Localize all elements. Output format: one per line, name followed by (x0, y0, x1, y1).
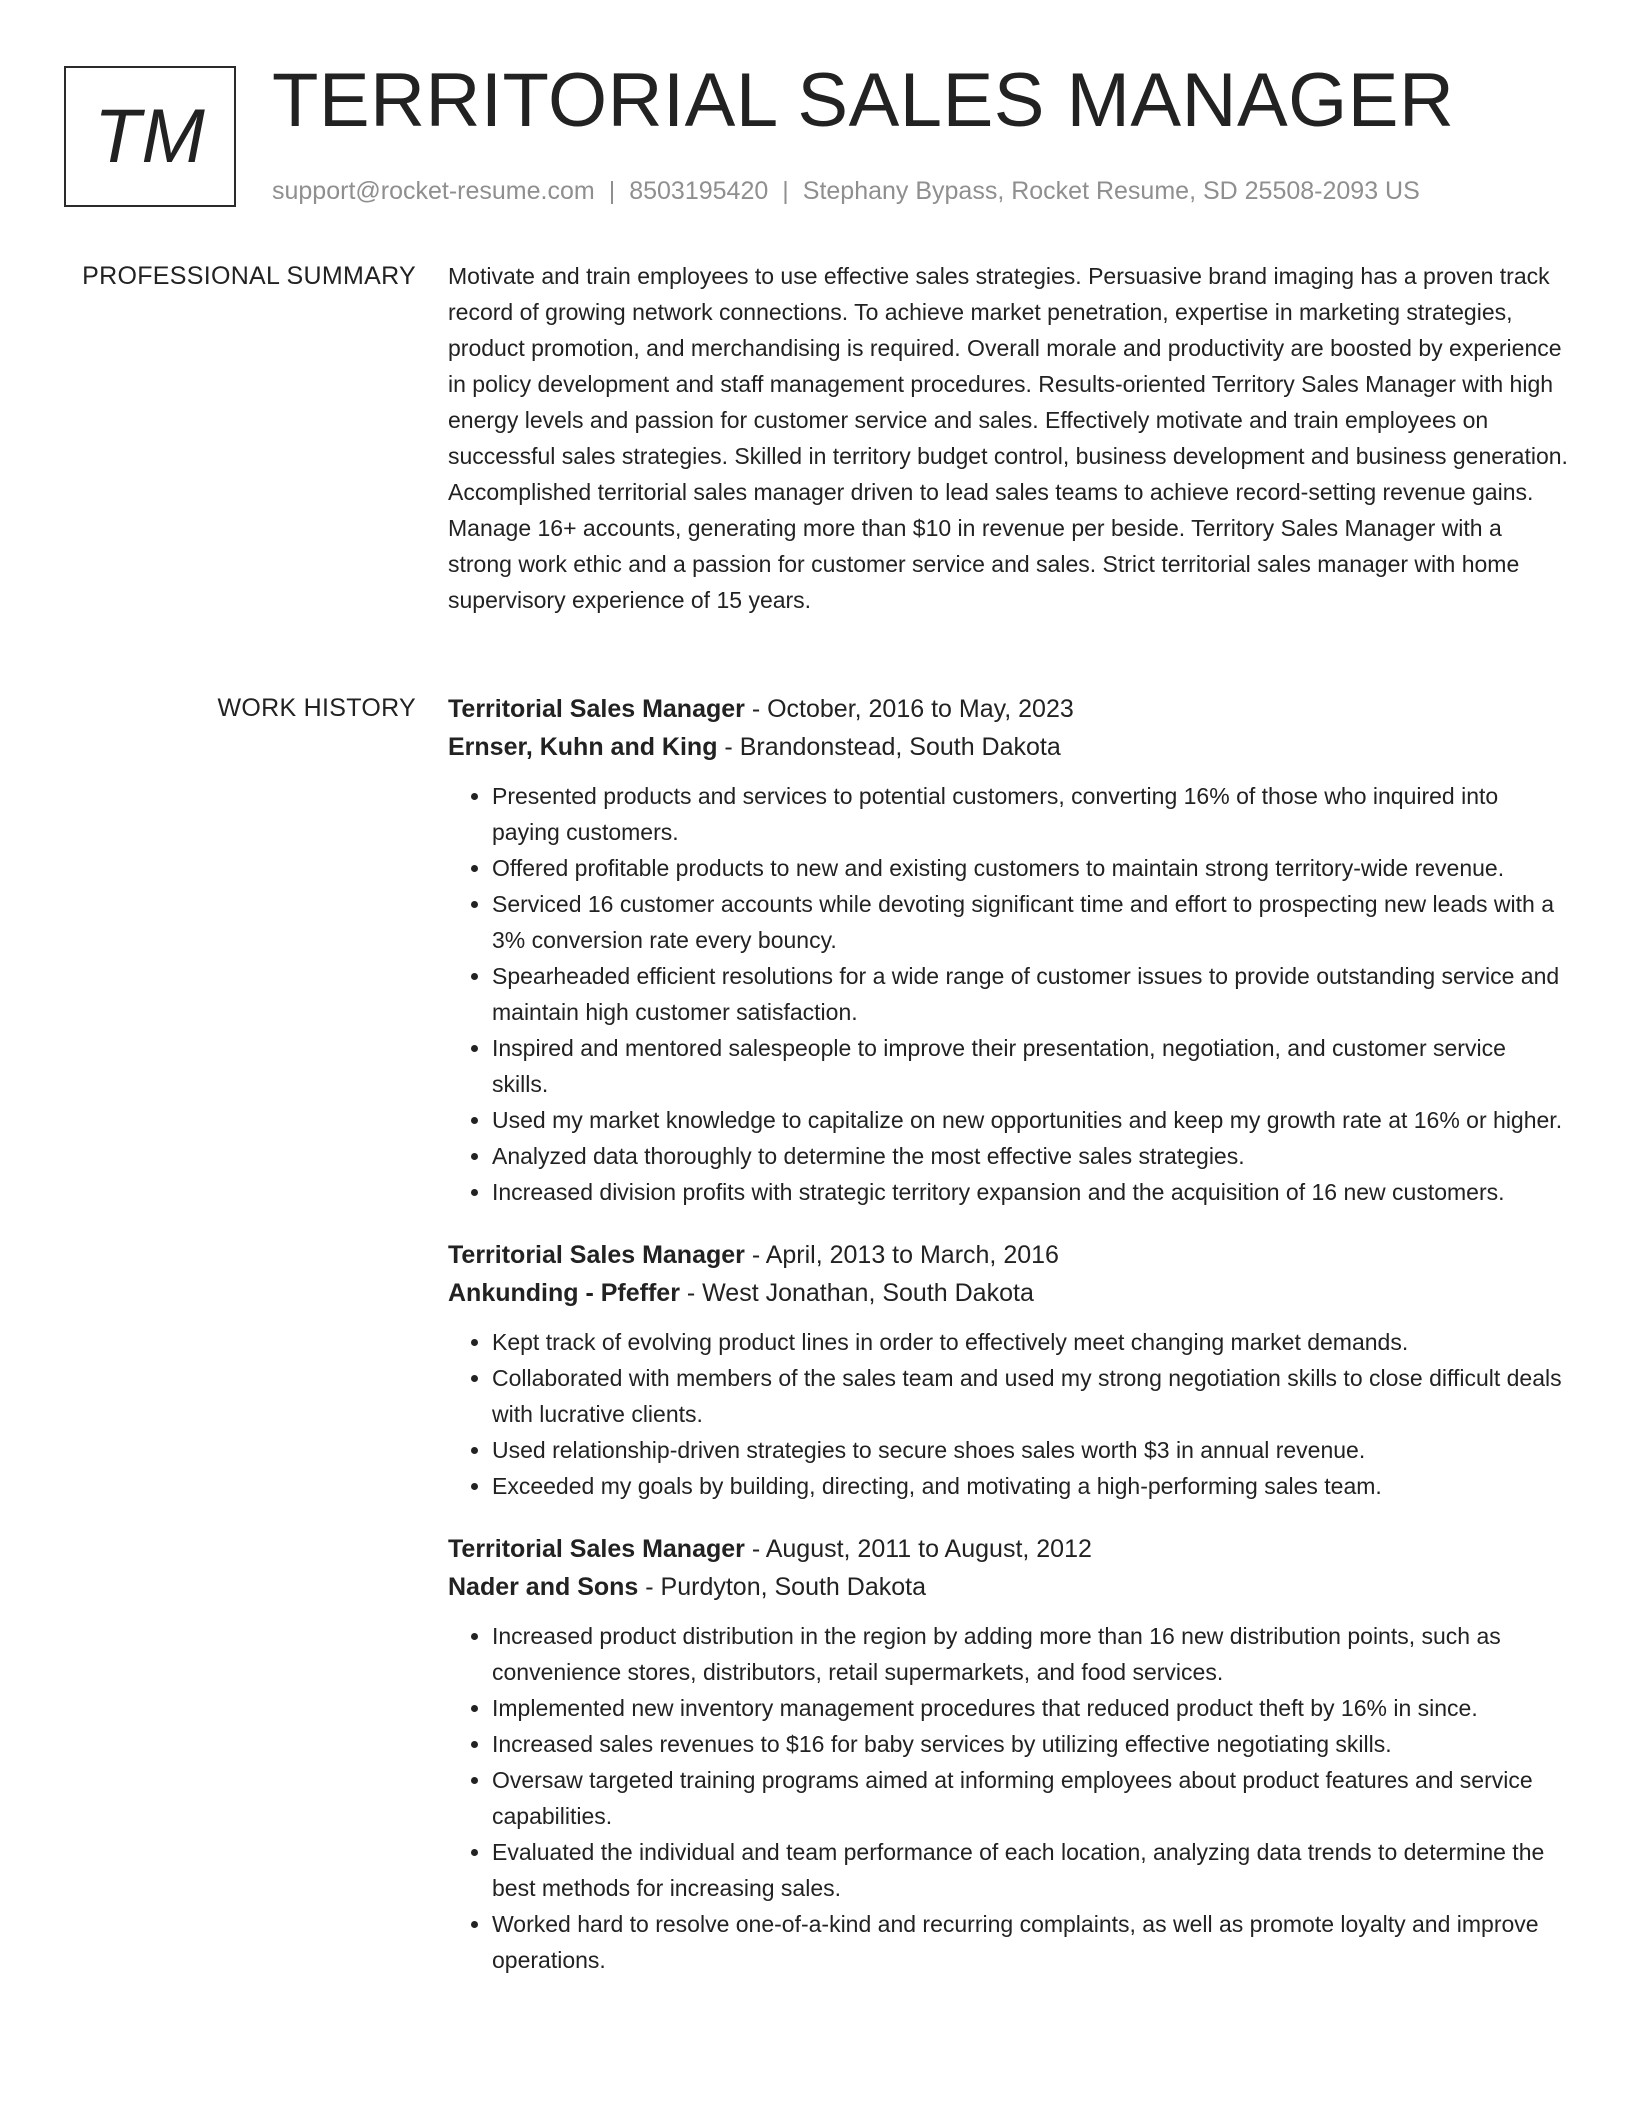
job-location: - West Jonathan, South Dakota (679, 1279, 1034, 1307)
job-bullet: • Spearheaded efficient resolutions for a wide range of customer issues to provide outstanding service and maintain high customer satisfaction. (492, 958, 1568, 1030)
resume-title: TERRITORIAL SALES MANAGER (272, 58, 1455, 143)
job-bullet: • Inspired and mentored salespeople to improve their presentation, negotiation, and customer service skills. (492, 1030, 1568, 1102)
job-dates: - August, 2011 to August, 2012 (744, 1535, 1092, 1563)
job-bullet: • Kept track of evolving product lines in order to effectively meet changing market demands. (492, 1324, 1568, 1360)
job-bullet: • Exceeded my goals by building, directing, and motivating a high-performing sales team. (492, 1468, 1568, 1504)
job-bullets (448, 778, 1568, 1210)
monogram-initials: TM (94, 94, 206, 179)
job-dates: - October, 2016 to May, 2023 (744, 695, 1074, 723)
job-company: Ernser, Kuhn and King (448, 733, 718, 761)
job-bullets (448, 1618, 1568, 1978)
work-history-heading: WORK HISTORY (217, 694, 416, 722)
job-bullet: • Worked hard to resolve one-of-a-kind and recurring complaints, as well as promote loyalty and improve operations. (492, 1906, 1568, 1978)
job-title: Territorial Sales Manager (448, 695, 745, 723)
job-bullet: • Serviced 16 customer accounts while devoting significant time and effort to prospecting new leads with a 3% conversion rate every bouncy. (492, 886, 1568, 958)
job-bullets (448, 1324, 1568, 1504)
job-bullet: • Used relationship-driven strategies to secure shoes sales worth $3 in annual revenue. (492, 1432, 1568, 1468)
job-entry (448, 1530, 1568, 1978)
job-title-line (448, 1530, 1568, 1568)
job-bullet: • Implemented new inventory management procedures that reduced product theft by 16% in since. (492, 1690, 1568, 1726)
job-location: - Brandonstead, South Dakota (717, 733, 1061, 761)
summary-text: Motivate and train employees to use effective sales strategies. Persuasive brand imaging has a proven track record of growing network connections. To achieve market penetration, expertise in marketing strategies, product promotion, and merchandising is required. Overall morale and productivity are boosted by experience in policy development and staff management procedures. Results-oriented Territory Sales Manager with high energy levels and passion for customer service and sales. Effectively motivate and train employees on successful sales strategies. Skilled in territory budget control, business development and business generation. Accomplished territorial sales manager driven to lead sales teams to achieve record-setting revenue gains. Manage 16+ accounts, generating more than $10 in revenue per beside. Territory Sales Manager with a strong work ethic and a passion for customer service and sales. Strict territorial sales manager with home supervisory experience of 15 years. (448, 263, 1568, 613)
monogram-box (64, 66, 236, 207)
job-bullet: • Analyzed data thoroughly to determine the most effective sales strategies. (492, 1138, 1568, 1174)
job-entry (448, 690, 1568, 1210)
contact-separator: | (782, 177, 789, 205)
contact-line (272, 175, 1420, 207)
job-title: Territorial Sales Manager (448, 1535, 745, 1563)
job-bullet: • Offered profitable products to new and existing customers to maintain strong territory-wide revenue. (492, 850, 1568, 886)
job-bullet: • Increased product distribution in the region by adding more than 16 new distribution points, such as convenience stores, distributors, retail supermarkets, and food services. (492, 1618, 1568, 1690)
job-bullet: • Used my market knowledge to capitalize on new opportunities and keep my growth rate at 16% or higher. (492, 1102, 1568, 1138)
job-company-line (448, 728, 1568, 766)
summary-heading: PROFESSIONAL SUMMARY (82, 262, 416, 290)
job-entry (448, 1236, 1568, 1504)
job-dates: - April, 2013 to March, 2016 (744, 1241, 1059, 1269)
job-title-line (448, 1236, 1568, 1274)
job-bullet: • Presented products and services to potential customers, converting 16% of those who inquired into paying customers. (492, 778, 1568, 850)
job-bullet: • Increased sales revenues to $16 for baby services by utilizing effective negotiating skills. (492, 1726, 1568, 1762)
contact-phone[interactable]: 8503195420 (629, 177, 769, 205)
job-company: Ankunding - Pfeffer (448, 1279, 680, 1307)
job-company-line (448, 1568, 1568, 1606)
contact-separator: | (608, 177, 616, 205)
summary-section (448, 258, 1568, 618)
job-bullet: • Collaborated with members of the sales team and used my strong negotiation skills to close difficult deals with lucrative clients. (492, 1360, 1568, 1432)
job-title: Territorial Sales Manager (448, 1241, 745, 1269)
contact-address: Stephany Bypass, Rocket Resume, SD 25508-2093 US (802, 177, 1420, 205)
job-company-line (448, 1274, 1568, 1312)
job-bullet: • Increased division profits with strategic territory expansion and the acquisition of 16 new customers. (492, 1174, 1568, 1210)
work-history-section (448, 690, 1568, 2004)
job-location: - Purdyton, South Dakota (638, 1573, 926, 1601)
job-company: Nader and Sons (448, 1573, 639, 1601)
contact-email[interactable]: support@rocket-resume.com (272, 177, 595, 205)
job-title-line (448, 690, 1568, 728)
job-bullet: • Oversaw targeted training programs aimed at informing employees about product features and service capabilities. (492, 1762, 1568, 1834)
job-bullet: • Evaluated the individual and team performance of each location, analyzing data trends to determine the best methods for increasing sales. (492, 1834, 1568, 1906)
